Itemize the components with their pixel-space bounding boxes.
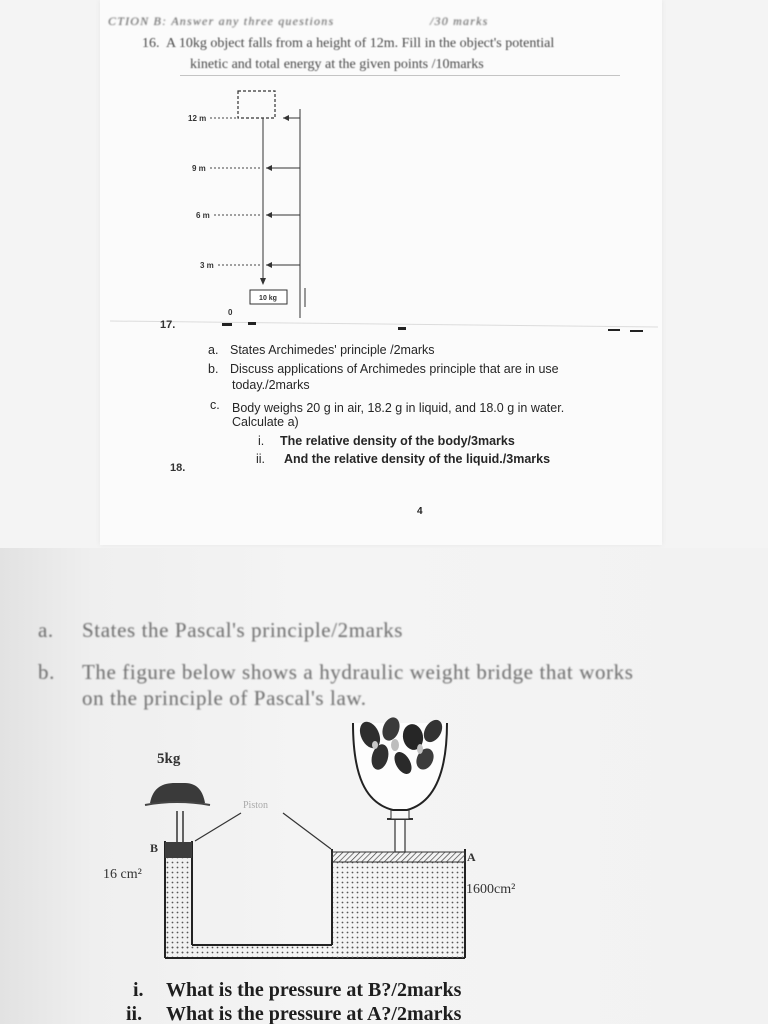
question-i-label: i.	[133, 979, 144, 1001]
question-18-number: 18.	[170, 462, 186, 474]
exam-page-bottom	[0, 548, 768, 1024]
q17-c-label: c.	[210, 398, 220, 412]
question-16-number: 16.	[142, 36, 160, 51]
point-a-label: A	[467, 850, 476, 864]
divider-line	[110, 321, 658, 327]
pascal-a-label: a.	[38, 618, 54, 642]
q17-c-ii-label: ii.	[256, 452, 266, 466]
object-mass-label: 10 kg	[259, 295, 277, 302]
height-label-9m: 9 m	[192, 164, 206, 173]
right-cylinder-liquid	[333, 862, 464, 958]
q17-b-text-line1: Discuss applications of Archimedes principle that are in use	[230, 362, 559, 376]
divider-dash	[398, 327, 406, 330]
question-i-text: What is the pressure at B?/2marks	[166, 979, 462, 1001]
piston-label: Piston	[243, 800, 269, 811]
q17-a-label: a.	[208, 343, 219, 357]
page-number: 4	[417, 506, 423, 517]
pascal-a-text: States the Pascal's principle/2marks	[82, 618, 404, 642]
pascal-b-text-line1: The figure below shows a hydraulic weight bridge that works	[82, 660, 634, 684]
hydraulic-bridge-diagram	[95, 715, 555, 967]
question-ii-label: ii.	[126, 1003, 143, 1024]
question-ii-text: What is the pressure at A?/2marks	[166, 1003, 462, 1024]
pointer-arrow-3m	[266, 262, 272, 268]
piston-a-rod	[395, 819, 405, 852]
header-rule	[180, 75, 620, 76]
q17-b-label: b.	[208, 362, 219, 376]
q17-a-text: States Archimedes' principle /2marks	[230, 343, 435, 357]
pointer-arrow-6m	[266, 212, 272, 218]
ground-label: 0	[228, 308, 233, 317]
object-start-box	[238, 91, 275, 118]
question-17-number: 17.	[160, 319, 176, 331]
q17-c-i-label: i.	[258, 434, 265, 448]
q17-b-text-line2: today./2marks	[232, 378, 310, 392]
section-marks: /30 marks	[430, 14, 489, 28]
q17-c-text-line2: Calculate a)	[232, 415, 299, 429]
height-label-12m: 12 m	[188, 114, 207, 123]
divider-dash	[222, 323, 232, 326]
pointer-arrow-12m	[283, 115, 289, 121]
pascal-b-label: b.	[38, 660, 55, 684]
falling-object-diagram	[180, 85, 320, 325]
bowl-base	[391, 810, 409, 819]
q17-c-i-text: The relative density of the body/3marks	[280, 434, 515, 448]
q17-c-text-line1: Body weighs 20 g in air, 18.2 g in liquid, and 18.0 g in water.	[232, 401, 565, 415]
area-b-label: 16 cm²	[103, 867, 142, 882]
height-label-6m: 6 m	[196, 211, 210, 220]
area-a-label: 1600cm²	[466, 882, 516, 897]
height-label-3m: 3 m	[200, 261, 214, 270]
pascal-b-text-line2: on the principle of Pascal's law.	[82, 686, 367, 710]
section-header: CTION B: Answer any three questions	[108, 14, 335, 28]
divider-dash	[608, 329, 620, 331]
question-16-text-line1: A 10kg object falls from a height of 12m. Fill in the object's potential	[166, 36, 555, 51]
fall-arrow-head	[260, 278, 266, 285]
divider-dash	[630, 330, 643, 332]
question-divider	[110, 315, 658, 335]
weight-icon	[150, 783, 205, 803]
piston-pointer-line	[195, 813, 241, 841]
weight-mass-label: 5kg	[157, 751, 181, 767]
piston-pointer-line	[283, 813, 331, 849]
question-16-text-line2: kinetic and total energy at the given points /10marks	[190, 57, 484, 72]
left-cylinder-liquid	[166, 858, 192, 958]
pointer-arrow-9m	[266, 165, 272, 171]
piston-b	[165, 842, 192, 858]
divider-dash	[248, 322, 256, 325]
point-b-label: B	[150, 841, 159, 855]
q17-c-ii-text: And the relative density of the liquid./3marks	[284, 452, 551, 466]
piston-a	[332, 852, 465, 862]
